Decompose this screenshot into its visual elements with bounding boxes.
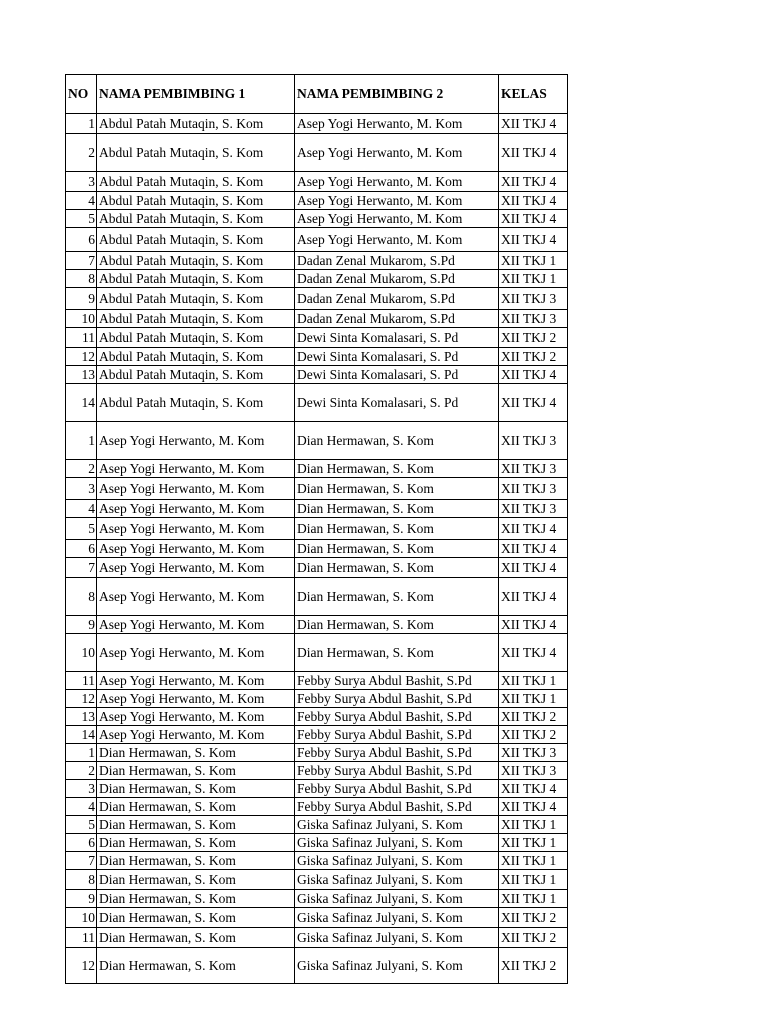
table-row <box>66 228 568 252</box>
table-row <box>66 948 568 984</box>
cell-pembimbing-1: Abdul Patah Mutaqin, S. Kom <box>97 366 295 384</box>
cell-pembimbing-2: Febby Surya Abdul Bashit, S.Pd <box>295 672 499 690</box>
table-row <box>66 908 568 928</box>
table-row <box>66 616 568 634</box>
cell-pembimbing-1: Asep Yogi Herwanto, M. Kom <box>97 500 295 518</box>
cell-no: 13 <box>66 708 97 726</box>
cell-pembimbing-2: Giska Safinaz Julyani, S. Kom <box>295 816 499 834</box>
cell-pembimbing-1: Abdul Patah Mutaqin, S. Kom <box>97 310 295 328</box>
cell-pembimbing-1: Asep Yogi Herwanto, M. Kom <box>97 672 295 690</box>
cell-no: 5 <box>66 518 97 540</box>
cell-kelas: XII TKJ 4 <box>499 578 568 616</box>
table-row <box>66 328 568 348</box>
cell-pembimbing-2: Asep Yogi Herwanto, M. Kom <box>295 210 499 228</box>
cell-no: 4 <box>66 192 97 210</box>
cell-kelas: XII TKJ 1 <box>499 672 568 690</box>
table-row <box>66 780 568 798</box>
cell-no: 10 <box>66 634 97 672</box>
table-row <box>66 762 568 780</box>
cell-no: 7 <box>66 852 97 870</box>
table-row <box>66 578 568 616</box>
cell-no: 2 <box>66 460 97 478</box>
cell-pembimbing-2: Asep Yogi Herwanto, M. Kom <box>295 192 499 210</box>
cell-pembimbing-1: Abdul Patah Mutaqin, S. Kom <box>97 348 295 366</box>
cell-no: 10 <box>66 310 97 328</box>
cell-pembimbing-1: Asep Yogi Herwanto, M. Kom <box>97 460 295 478</box>
cell-no: 12 <box>66 690 97 708</box>
cell-pembimbing-2: Febby Surya Abdul Bashit, S.Pd <box>295 762 499 780</box>
cell-pembimbing-2: Dian Hermawan, S. Kom <box>295 558 499 578</box>
cell-pembimbing-1: Dian Hermawan, S. Kom <box>97 908 295 928</box>
header-pembimbing-2: NAMA PEMBIMBING 2 <box>295 75 499 114</box>
cell-kelas: XII TKJ 1 <box>499 690 568 708</box>
cell-kelas: XII TKJ 3 <box>499 478 568 500</box>
cell-pembimbing-2: Dewi Sinta Komalasari, S. Pd <box>295 384 499 422</box>
cell-no: 1 <box>66 422 97 460</box>
cell-kelas: XII TKJ 4 <box>499 616 568 634</box>
cell-pembimbing-1: Abdul Patah Mutaqin, S. Kom <box>97 384 295 422</box>
cell-no: 6 <box>66 540 97 558</box>
cell-kelas: XII TKJ 4 <box>499 540 568 558</box>
cell-pembimbing-1: Asep Yogi Herwanto, M. Kom <box>97 518 295 540</box>
cell-pembimbing-2: Asep Yogi Herwanto, M. Kom <box>295 134 499 172</box>
table-row <box>66 816 568 834</box>
cell-pembimbing-1: Dian Hermawan, S. Kom <box>97 780 295 798</box>
table-row <box>66 928 568 948</box>
cell-kelas: XII TKJ 4 <box>499 228 568 252</box>
cell-pembimbing-1: Dian Hermawan, S. Kom <box>97 762 295 780</box>
cell-kelas: XII TKJ 3 <box>499 422 568 460</box>
cell-pembimbing-2: Giska Safinaz Julyani, S. Kom <box>295 870 499 890</box>
table-row <box>66 744 568 762</box>
cell-kelas: XII TKJ 3 <box>499 500 568 518</box>
table-row <box>66 310 568 328</box>
cell-pembimbing-2: Dian Hermawan, S. Kom <box>295 478 499 500</box>
cell-pembimbing-2: Dadan Zenal Mukarom, S.Pd <box>295 270 499 288</box>
cell-pembimbing-1: Asep Yogi Herwanto, M. Kom <box>97 478 295 500</box>
cell-kelas: XII TKJ 4 <box>499 780 568 798</box>
cell-kelas: XII TKJ 4 <box>499 518 568 540</box>
cell-no: 8 <box>66 270 97 288</box>
cell-kelas: XII TKJ 4 <box>499 366 568 384</box>
cell-pembimbing-2: Dian Hermawan, S. Kom <box>295 422 499 460</box>
cell-pembimbing-1: Asep Yogi Herwanto, M. Kom <box>97 422 295 460</box>
cell-no: 5 <box>66 816 97 834</box>
table-row <box>66 708 568 726</box>
cell-pembimbing-1: Abdul Patah Mutaqin, S. Kom <box>97 134 295 172</box>
cell-no: 7 <box>66 558 97 578</box>
cell-no: 10 <box>66 908 97 928</box>
cell-no: 1 <box>66 744 97 762</box>
cell-pembimbing-2: Dewi Sinta Komalasari, S. Pd <box>295 366 499 384</box>
table-row <box>66 634 568 672</box>
cell-no: 12 <box>66 348 97 366</box>
cell-kelas: XII TKJ 1 <box>499 852 568 870</box>
cell-kelas: XII TKJ 4 <box>499 114 568 134</box>
cell-kelas: XII TKJ 4 <box>499 134 568 172</box>
cell-pembimbing-2: Asep Yogi Herwanto, M. Kom <box>295 228 499 252</box>
cell-no: 8 <box>66 578 97 616</box>
cell-no: 8 <box>66 870 97 890</box>
cell-pembimbing-1: Asep Yogi Herwanto, M. Kom <box>97 540 295 558</box>
cell-no: 3 <box>66 478 97 500</box>
cell-pembimbing-1: Asep Yogi Herwanto, M. Kom <box>97 690 295 708</box>
table-row <box>66 288 568 310</box>
cell-pembimbing-2: Febby Surya Abdul Bashit, S.Pd <box>295 708 499 726</box>
cell-pembimbing-2: Dian Hermawan, S. Kom <box>295 540 499 558</box>
cell-pembimbing-2: Asep Yogi Herwanto, M. Kom <box>295 114 499 134</box>
cell-kelas: XII TKJ 3 <box>499 288 568 310</box>
cell-no: 2 <box>66 762 97 780</box>
table-row <box>66 852 568 870</box>
cell-pembimbing-2: Dian Hermawan, S. Kom <box>295 616 499 634</box>
cell-pembimbing-1: Abdul Patah Mutaqin, S. Kom <box>97 228 295 252</box>
cell-pembimbing-2: Dewi Sinta Komalasari, S. Pd <box>295 328 499 348</box>
cell-kelas: XII TKJ 4 <box>499 210 568 228</box>
cell-no: 7 <box>66 252 97 270</box>
cell-pembimbing-2: Giska Safinaz Julyani, S. Kom <box>295 928 499 948</box>
cell-no: 4 <box>66 798 97 816</box>
cell-pembimbing-2: Dian Hermawan, S. Kom <box>295 518 499 540</box>
table-row <box>66 134 568 172</box>
cell-kelas: XII TKJ 1 <box>499 870 568 890</box>
cell-no: 6 <box>66 228 97 252</box>
cell-pembimbing-1: Asep Yogi Herwanto, M. Kom <box>97 726 295 744</box>
cell-kelas: XII TKJ 3 <box>499 310 568 328</box>
cell-kelas: XII TKJ 4 <box>499 172 568 192</box>
cell-pembimbing-1: Dian Hermawan, S. Kom <box>97 890 295 908</box>
table-row <box>66 798 568 816</box>
cell-no: 9 <box>66 288 97 310</box>
cell-kelas: XII TKJ 4 <box>499 558 568 578</box>
cell-pembimbing-2: Dian Hermawan, S. Kom <box>295 460 499 478</box>
cell-kelas: XII TKJ 3 <box>499 744 568 762</box>
table-row <box>66 192 568 210</box>
cell-pembimbing-1: Abdul Patah Mutaqin, S. Kom <box>97 328 295 348</box>
cell-pembimbing-1: Dian Hermawan, S. Kom <box>97 928 295 948</box>
table-row <box>66 834 568 852</box>
pembimbing-table <box>65 74 568 984</box>
table-row <box>66 270 568 288</box>
cell-pembimbing-2: Dadan Zenal Mukarom, S.Pd <box>295 252 499 270</box>
cell-pembimbing-2: Febby Surya Abdul Bashit, S.Pd <box>295 780 499 798</box>
cell-pembimbing-1: Dian Hermawan, S. Kom <box>97 816 295 834</box>
table-row <box>66 558 568 578</box>
cell-no: 14 <box>66 384 97 422</box>
table-row <box>66 210 568 228</box>
cell-kelas: XII TKJ 1 <box>499 890 568 908</box>
cell-kelas: XII TKJ 4 <box>499 798 568 816</box>
cell-pembimbing-1: Dian Hermawan, S. Kom <box>97 948 295 984</box>
cell-kelas: XII TKJ 4 <box>499 192 568 210</box>
cell-pembimbing-1: Abdul Patah Mutaqin, S. Kom <box>97 210 295 228</box>
table-header-row <box>66 75 568 114</box>
cell-pembimbing-1: Asep Yogi Herwanto, M. Kom <box>97 578 295 616</box>
cell-pembimbing-1: Dian Hermawan, S. Kom <box>97 798 295 816</box>
cell-pembimbing-1: Asep Yogi Herwanto, M. Kom <box>97 708 295 726</box>
table-row <box>66 252 568 270</box>
cell-pembimbing-2: Dian Hermawan, S. Kom <box>295 578 499 616</box>
table-row <box>66 366 568 384</box>
cell-pembimbing-1: Dian Hermawan, S. Kom <box>97 744 295 762</box>
cell-no: 3 <box>66 780 97 798</box>
table-row <box>66 478 568 500</box>
cell-pembimbing-2: Giska Safinaz Julyani, S. Kom <box>295 890 499 908</box>
cell-kelas: XII TKJ 2 <box>499 948 568 984</box>
cell-pembimbing-1: Dian Hermawan, S. Kom <box>97 852 295 870</box>
cell-no: 11 <box>66 672 97 690</box>
table-row <box>66 690 568 708</box>
cell-kelas: XII TKJ 3 <box>499 762 568 780</box>
cell-kelas: XII TKJ 1 <box>499 816 568 834</box>
cell-kelas: XII TKJ 2 <box>499 928 568 948</box>
cell-no: 13 <box>66 366 97 384</box>
cell-no: 12 <box>66 948 97 984</box>
cell-no: 5 <box>66 210 97 228</box>
table-row <box>66 172 568 192</box>
cell-no: 1 <box>66 114 97 134</box>
cell-kelas: XII TKJ 1 <box>499 252 568 270</box>
cell-pembimbing-1: Abdul Patah Mutaqin, S. Kom <box>97 270 295 288</box>
table-row <box>66 114 568 134</box>
cell-pembimbing-2: Asep Yogi Herwanto, M. Kom <box>295 172 499 192</box>
cell-pembimbing-2: Dian Hermawan, S. Kom <box>295 500 499 518</box>
header-pembimbing-1: NAMA PEMBIMBING 1 <box>97 75 295 114</box>
cell-pembimbing-1: Dian Hermawan, S. Kom <box>97 870 295 890</box>
cell-no: 11 <box>66 328 97 348</box>
cell-kelas: XII TKJ 1 <box>499 270 568 288</box>
cell-kelas: XII TKJ 2 <box>499 726 568 744</box>
cell-kelas: XII TKJ 4 <box>499 634 568 672</box>
table-row <box>66 890 568 908</box>
cell-no: 2 <box>66 134 97 172</box>
cell-pembimbing-2: Giska Safinaz Julyani, S. Kom <box>295 908 499 928</box>
header-kelas: KELAS <box>499 75 568 114</box>
cell-pembimbing-2: Dewi Sinta Komalasari, S. Pd <box>295 348 499 366</box>
table-row <box>66 500 568 518</box>
cell-kelas: XII TKJ 2 <box>499 908 568 928</box>
cell-no: 6 <box>66 834 97 852</box>
table-body <box>66 114 568 984</box>
cell-no: 4 <box>66 500 97 518</box>
cell-no: 14 <box>66 726 97 744</box>
cell-pembimbing-1: Abdul Patah Mutaqin, S. Kom <box>97 172 295 192</box>
cell-pembimbing-1: Abdul Patah Mutaqin, S. Kom <box>97 114 295 134</box>
table-row <box>66 518 568 540</box>
table-row <box>66 422 568 460</box>
cell-kelas: XII TKJ 4 <box>499 384 568 422</box>
table-row <box>66 460 568 478</box>
table-row <box>66 672 568 690</box>
cell-pembimbing-2: Giska Safinaz Julyani, S. Kom <box>295 852 499 870</box>
cell-kelas: XII TKJ 1 <box>499 834 568 852</box>
cell-pembimbing-2: Febby Surya Abdul Bashit, S.Pd <box>295 744 499 762</box>
cell-pembimbing-1: Asep Yogi Herwanto, M. Kom <box>97 616 295 634</box>
cell-pembimbing-2: Febby Surya Abdul Bashit, S.Pd <box>295 798 499 816</box>
cell-kelas: XII TKJ 2 <box>499 348 568 366</box>
cell-kelas: XII TKJ 3 <box>499 460 568 478</box>
table-row <box>66 726 568 744</box>
cell-pembimbing-2: Dadan Zenal Mukarom, S.Pd <box>295 310 499 328</box>
cell-pembimbing-2: Febby Surya Abdul Bashit, S.Pd <box>295 726 499 744</box>
cell-no: 9 <box>66 890 97 908</box>
cell-pembimbing-2: Giska Safinaz Julyani, S. Kom <box>295 834 499 852</box>
header-no: NO <box>66 75 97 114</box>
cell-pembimbing-2: Febby Surya Abdul Bashit, S.Pd <box>295 690 499 708</box>
cell-pembimbing-1: Dian Hermawan, S. Kom <box>97 834 295 852</box>
table-row <box>66 384 568 422</box>
cell-pembimbing-2: Dadan Zenal Mukarom, S.Pd <box>295 288 499 310</box>
cell-pembimbing-1: Abdul Patah Mutaqin, S. Kom <box>97 288 295 310</box>
cell-no: 3 <box>66 172 97 192</box>
cell-pembimbing-1: Abdul Patah Mutaqin, S. Kom <box>97 252 295 270</box>
table-row <box>66 870 568 890</box>
cell-pembimbing-2: Dian Hermawan, S. Kom <box>295 634 499 672</box>
table-row <box>66 540 568 558</box>
cell-pembimbing-2: Giska Safinaz Julyani, S. Kom <box>295 948 499 984</box>
cell-kelas: XII TKJ 2 <box>499 708 568 726</box>
table-row <box>66 348 568 366</box>
cell-pembimbing-1: Abdul Patah Mutaqin, S. Kom <box>97 192 295 210</box>
cell-pembimbing-1: Asep Yogi Herwanto, M. Kom <box>97 558 295 578</box>
cell-kelas: XII TKJ 2 <box>499 328 568 348</box>
cell-no: 9 <box>66 616 97 634</box>
cell-no: 11 <box>66 928 97 948</box>
cell-pembimbing-1: Asep Yogi Herwanto, M. Kom <box>97 634 295 672</box>
